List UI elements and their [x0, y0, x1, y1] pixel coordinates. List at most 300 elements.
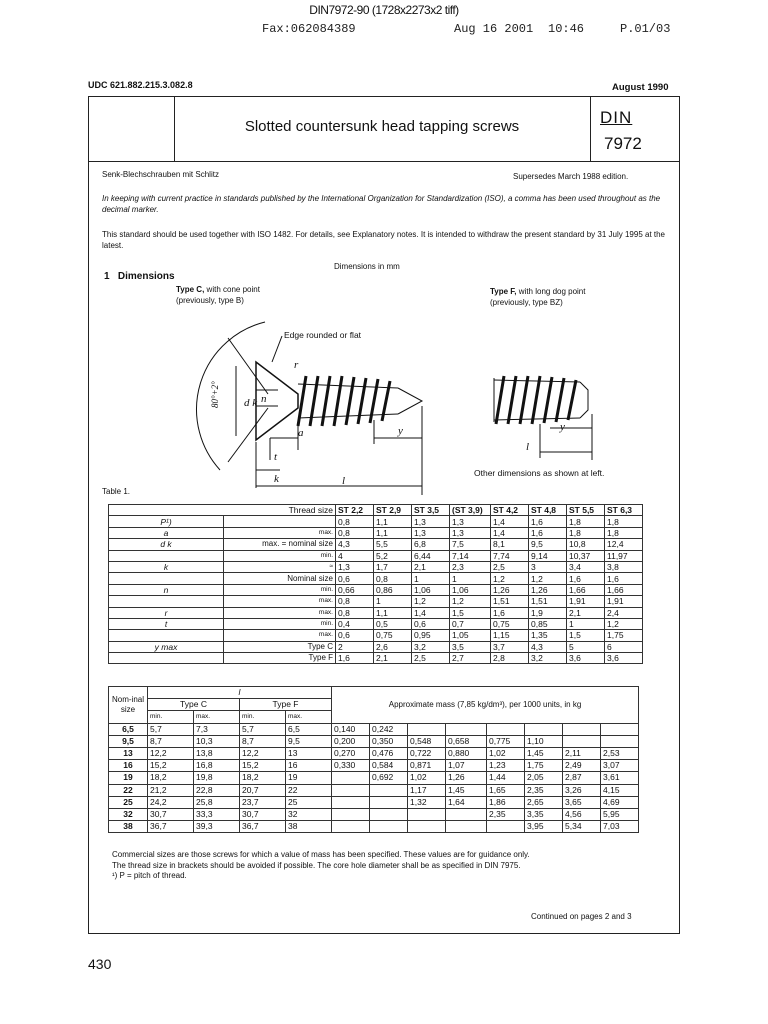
value-cell: 1,06 — [450, 584, 491, 595]
value-cell: 1,1 — [374, 516, 412, 527]
value-cell: 10,8 — [567, 539, 605, 550]
param-cell: k — [109, 561, 224, 572]
value-cell: 0,6 — [336, 630, 374, 641]
value-cell: 2,1 — [567, 607, 605, 618]
l-header: l — [148, 687, 332, 699]
mass-cell: 2,05 — [525, 772, 563, 784]
value-cell: 1,2 — [450, 596, 491, 607]
length-cell: 36,7 — [240, 821, 286, 833]
l-label: l — [342, 475, 346, 487]
value-cell: 0,75 — [491, 618, 529, 629]
length-cell: 15,2 — [240, 760, 286, 772]
value-cell: 1,51 — [529, 596, 567, 607]
mass-cell — [487, 723, 525, 735]
size-header: ST 2,2 — [336, 505, 374, 516]
value-cell: 3,5 — [450, 641, 491, 652]
mass-cell: 0,350 — [370, 735, 408, 747]
value-cell: 5,5 — [374, 539, 412, 550]
length-cell: 30,7 — [148, 808, 194, 820]
value-cell: 2,4 — [605, 607, 643, 618]
value-cell: 1,1 — [374, 527, 412, 538]
type-c-previous: (previously, type B) — [176, 296, 244, 305]
value-cell: 1,2 — [412, 596, 450, 607]
mass-cell: 4,56 — [563, 808, 601, 820]
value-cell: 2,8 — [491, 653, 529, 664]
din-label: DIN — [600, 108, 633, 127]
value-cell: 1,51 — [491, 596, 529, 607]
min-col: min. — [148, 711, 194, 723]
table-row — [109, 653, 643, 664]
table-row — [109, 596, 643, 607]
value-cell: 2,5 — [412, 653, 450, 664]
length-cell: 23,7 — [240, 796, 286, 808]
value-cell: 2,1 — [412, 561, 450, 572]
type-f-col: Type F — [240, 699, 332, 711]
value-cell: 1,6 — [336, 653, 374, 664]
value-cell: 5 — [567, 641, 605, 652]
value-cell: 0,7 — [450, 618, 491, 629]
value-cell: 1,3 — [450, 516, 491, 527]
mass-cell: 0,140 — [332, 723, 370, 735]
value-cell: 1,6 — [529, 516, 567, 527]
length-cell: 15,2 — [148, 760, 194, 772]
size-header: (ST 3,9) — [450, 505, 491, 516]
size-header: ST 6,3 — [605, 505, 643, 516]
dimensions-note: Dimensions in mm — [334, 262, 400, 271]
size-header: ST 5,5 — [567, 505, 605, 516]
mass-table-wrapper — [108, 686, 639, 833]
length-cell: 30,7 — [240, 808, 286, 820]
mass-cell — [370, 808, 408, 820]
mass-cell — [408, 821, 446, 833]
table-row — [109, 723, 639, 735]
mass-cell — [332, 784, 370, 796]
value-cell: 1,8 — [567, 527, 605, 538]
value-cell: 4 — [336, 550, 374, 561]
mass-cell: 7,03 — [601, 821, 639, 833]
table-row — [109, 760, 639, 772]
mass-cell: 0,880 — [446, 747, 487, 759]
mass-cell: 2,87 — [563, 772, 601, 784]
nominal-size-cell: 19 — [109, 772, 148, 784]
mass-cell: 3,26 — [563, 784, 601, 796]
value-cell: 3,2 — [412, 641, 450, 652]
y-label-f: y — [560, 421, 565, 433]
size-header: ST 3,5 — [412, 505, 450, 516]
mass-cell: 1,10 — [525, 735, 563, 747]
type-f-title: Type F, — [490, 287, 517, 296]
value-cell: 3,4 — [567, 561, 605, 572]
value-cell: 0,8 — [336, 516, 374, 527]
mass-cell: 1,26 — [446, 772, 487, 784]
mass-cell: 2,53 — [601, 747, 639, 759]
fax-number: Fax:062084389 — [262, 22, 356, 36]
length-cell: 32 — [286, 808, 332, 820]
param-cell — [109, 573, 224, 584]
mass-cell — [370, 784, 408, 796]
min-col: min. — [240, 711, 286, 723]
param-cell — [109, 653, 224, 664]
mass-cell — [601, 723, 639, 735]
length-cell: 19 — [286, 772, 332, 784]
a-label: a — [298, 427, 304, 439]
table-row — [109, 505, 643, 516]
iso-note: In keeping with current practice in standards published by the International Organization for Standardization (ISO), a comma has been used throughout as the decimal marker. — [102, 194, 661, 214]
continued-note: Continued on pages 2 and 3 — [531, 912, 632, 921]
k-label: k — [274, 473, 279, 485]
size-header: ST 4,8 — [529, 505, 567, 516]
thread-c — [298, 376, 422, 426]
length-cell: 13,8 — [194, 747, 240, 759]
mass-cell: 3,95 — [525, 821, 563, 833]
footnote: ¹) P = pitch of thread. — [112, 871, 187, 880]
value-cell: 1,4 — [412, 607, 450, 618]
length-cell: 25 — [286, 796, 332, 808]
table-row — [109, 584, 643, 595]
dimensions-table — [108, 504, 643, 664]
value-cell: 7,74 — [491, 550, 529, 561]
nominal-size-cell: 25 — [109, 796, 148, 808]
param-cell — [109, 550, 224, 561]
value-cell: 3,2 — [529, 653, 567, 664]
value-cell: 8,1 — [491, 539, 529, 550]
mass-cell: 0,871 — [408, 760, 446, 772]
fax-time: 10:46 — [548, 22, 585, 36]
mass-cell: 0,270 — [332, 747, 370, 759]
footnote: Commercial sizes are those screws for which a value of mass has been specified. These values are for guidance only. — [112, 850, 530, 859]
mass-cell — [332, 821, 370, 833]
sub-cell: Nominal size — [224, 573, 336, 584]
mass-cell: 1,64 — [446, 796, 487, 808]
table-row — [109, 630, 643, 641]
mass-cell: 3,35 — [525, 808, 563, 820]
nominal-size-cell: 32 — [109, 808, 148, 820]
mass-cell: 5,34 — [563, 821, 601, 833]
value-cell: 11,97 — [605, 550, 643, 561]
value-cell: 7,5 — [450, 539, 491, 550]
table-row — [109, 527, 643, 538]
mass-cell: 2,11 — [563, 747, 601, 759]
mass-cell — [408, 808, 446, 820]
length-cell: 16 — [286, 760, 332, 772]
mass-cell: 1,45 — [525, 747, 563, 759]
value-cell: 3 — [529, 561, 567, 572]
footnote: The thread size in brackets should be avoided if possible. The core hole diameter shall be as specified in DIN 7975. — [112, 860, 521, 870]
value-cell: 12,4 — [605, 539, 643, 550]
length-cell: 22 — [286, 784, 332, 796]
t-label: t — [274, 451, 278, 463]
mass-cell: 0,548 — [408, 735, 446, 747]
size-header: ST 4,2 — [491, 505, 529, 516]
mass-cell: 1,32 — [408, 796, 446, 808]
table-row — [109, 747, 639, 759]
value-cell: 1,3 — [412, 527, 450, 538]
mass-cell: 3,65 — [563, 796, 601, 808]
mass-cell: 1,02 — [408, 772, 446, 784]
r-label: r — [294, 359, 299, 371]
length-cell: 8,7 — [148, 735, 194, 747]
value-cell: 9,14 — [529, 550, 567, 561]
length-cell: 7,3 — [194, 723, 240, 735]
value-cell: 0,8 — [336, 596, 374, 607]
value-cell: 2 — [336, 641, 374, 652]
value-cell: 0,8 — [336, 607, 374, 618]
fax-page: P.01/03 — [620, 22, 671, 36]
sub-cell: ≈ — [224, 561, 336, 572]
value-cell: 0,4 — [336, 618, 374, 629]
nominal-size-cell: 9,5 — [109, 735, 148, 747]
table-row — [109, 784, 639, 796]
mass-cell: 2,49 — [563, 760, 601, 772]
supersedes-note: Supersedes March 1988 edition. — [513, 172, 629, 181]
value-cell: 2,5 — [491, 561, 529, 572]
length-cell: 5,7 — [148, 723, 194, 735]
length-cell: 25,8 — [194, 796, 240, 808]
table-row — [109, 607, 643, 618]
mass-cell: 1,75 — [525, 760, 563, 772]
value-cell: 1,6 — [529, 527, 567, 538]
value-cell: 1,26 — [491, 584, 529, 595]
length-cell: 9,5 — [286, 735, 332, 747]
mass-cell — [563, 723, 601, 735]
param-cell: d k — [109, 539, 224, 550]
value-cell: 1,2 — [605, 618, 643, 629]
value-cell: 1,2 — [529, 573, 567, 584]
type-c-col: Type C — [148, 699, 240, 711]
mass-cell: 2,65 — [525, 796, 563, 808]
table-row — [109, 796, 639, 808]
value-cell: 3,7 — [491, 641, 529, 652]
thread-f — [494, 376, 592, 460]
length-cell: 12,2 — [148, 747, 194, 759]
table-row — [109, 808, 639, 820]
fax-file-title: DIN7972-90 (1728x2273x2 tiff) — [309, 3, 459, 17]
value-cell: 1,75 — [605, 630, 643, 641]
nominal-size-cell: 13 — [109, 747, 148, 759]
size-header: ST 2,9 — [374, 505, 412, 516]
param-cell: t — [109, 618, 224, 629]
type-c-heading — [176, 285, 260, 294]
value-cell: 1,4 — [491, 527, 529, 538]
value-cell: 0,75 — [374, 630, 412, 641]
value-cell: 1,66 — [605, 584, 643, 595]
value-cell: 6,44 — [412, 550, 450, 561]
mass-cell — [525, 723, 563, 735]
length-cell: 12,2 — [240, 747, 286, 759]
value-cell: 0,5 — [374, 618, 412, 629]
mass-cell: 1,44 — [487, 772, 525, 784]
mass-cell: 1,17 — [408, 784, 446, 796]
max-col: max. — [194, 711, 240, 723]
value-cell: 1,7 — [374, 561, 412, 572]
usage-note: This standard should be used together with ISO 1482. For details, see Explanatory notes. It is intended to withdraw the present standard by 31 July 1995 at the latest. — [102, 230, 666, 250]
type-f-previous: (previously, type BZ) — [490, 298, 563, 307]
mass-cell: 4,69 — [601, 796, 639, 808]
type-f-desc: with long dog point — [518, 287, 586, 296]
mass-cell: 0,722 — [408, 747, 446, 759]
mass-cell — [332, 772, 370, 784]
din-number: 7972 — [604, 134, 642, 153]
sub-cell: max. — [224, 630, 336, 641]
mass-cell — [446, 723, 487, 735]
table-row — [109, 539, 643, 550]
table-row — [109, 772, 639, 784]
length-cell: 33,3 — [194, 808, 240, 820]
value-cell: 1,06 — [412, 584, 450, 595]
value-cell: 6 — [605, 641, 643, 652]
param-cell — [109, 630, 224, 641]
value-cell: 1,4 — [491, 516, 529, 527]
param-cell: a — [109, 527, 224, 538]
value-cell: 5,2 — [374, 550, 412, 561]
mass-cell: 0,658 — [446, 735, 487, 747]
table-row — [109, 687, 639, 699]
length-cell: 6,5 — [286, 723, 332, 735]
edition-date: August 1990 — [612, 82, 669, 93]
length-cell: 16,8 — [194, 760, 240, 772]
table-label: Table 1. — [102, 487, 131, 496]
sub-cell: max. = nominal size — [224, 539, 336, 550]
mass-cell: 0,200 — [332, 735, 370, 747]
value-cell: 1,35 — [529, 630, 567, 641]
mass-cell — [446, 821, 487, 833]
nominal-size-header: Nom-inal size — [109, 687, 148, 724]
value-cell: 0,6 — [336, 573, 374, 584]
table-row — [109, 516, 643, 527]
sub-cell: Type C — [224, 641, 336, 652]
length-cell: 10,3 — [194, 735, 240, 747]
param-cell: n — [109, 584, 224, 595]
angle-arc — [197, 322, 265, 470]
mass-cell: 0,476 — [370, 747, 408, 759]
value-cell: 1,6 — [605, 573, 643, 584]
value-cell: 10,37 — [567, 550, 605, 561]
mass-cell — [370, 821, 408, 833]
value-cell: 2,7 — [450, 653, 491, 664]
sub-cell: min. — [224, 550, 336, 561]
value-cell: 0,85 — [529, 618, 567, 629]
length-cell: 8,7 — [240, 735, 286, 747]
value-cell: 1,66 — [567, 584, 605, 595]
table-row — [109, 561, 643, 572]
mass-cell: 0,330 — [332, 760, 370, 772]
edge-note: Edge rounded or flat — [284, 330, 362, 340]
sub-cell — [224, 516, 336, 527]
mass-cell: 1,65 — [487, 784, 525, 796]
length-cell: 5,7 — [240, 723, 286, 735]
sub-cell: Type F — [224, 653, 336, 664]
value-cell: 1,15 — [491, 630, 529, 641]
value-cell: 0,66 — [336, 584, 374, 595]
mass-table — [108, 686, 639, 833]
mass-cell: 1,45 — [446, 784, 487, 796]
value-cell: 6,8 — [412, 539, 450, 550]
footnotes — [112, 850, 672, 882]
value-cell: 3,6 — [567, 653, 605, 664]
other-dims-note: Other dimensions as shown at left. — [474, 468, 605, 478]
nominal-size-cell: 22 — [109, 784, 148, 796]
value-cell: 0,6 — [412, 618, 450, 629]
sub-cell: max. — [224, 596, 336, 607]
mass-cell: 0,584 — [370, 760, 408, 772]
value-cell: 1,1 — [374, 607, 412, 618]
length-cell: 22,8 — [194, 784, 240, 796]
mass-body — [109, 723, 639, 833]
value-cell: 2,1 — [374, 653, 412, 664]
mass-cell — [487, 821, 525, 833]
value-cell: 0,8 — [374, 573, 412, 584]
param-cell: y max — [109, 641, 224, 652]
n-label: n — [261, 393, 267, 405]
table-row — [109, 641, 643, 652]
length-cell: 20,7 — [240, 784, 286, 796]
table-row — [109, 618, 643, 629]
table-row — [109, 573, 643, 584]
param-cell: r — [109, 607, 224, 618]
param-cell: P¹) — [109, 516, 224, 527]
mass-cell — [601, 735, 639, 747]
value-cell: 0,86 — [374, 584, 412, 595]
length-cell: 19,8 — [194, 772, 240, 784]
value-cell: 1,05 — [450, 630, 491, 641]
value-cell: 1,2 — [491, 573, 529, 584]
value-cell: 1,5 — [567, 630, 605, 641]
screw-drawing — [160, 310, 660, 495]
value-cell: 3,8 — [605, 561, 643, 572]
value-cell: 1,3 — [450, 527, 491, 538]
table-row — [109, 735, 639, 747]
value-cell: 1,91 — [567, 596, 605, 607]
value-cell: 2,6 — [374, 641, 412, 652]
max-col: max. — [286, 711, 332, 723]
udc-code: UDC 621.882.215.3.082.8 — [88, 80, 193, 90]
german-title: Senk-Blechschrauben mit Schlitz — [102, 170, 219, 179]
nominal-size-cell: 38 — [109, 821, 148, 833]
mass-cell: 3,61 — [601, 772, 639, 784]
type-f-heading — [490, 287, 585, 296]
mass-cell: 0,692 — [370, 772, 408, 784]
mass-cell — [563, 735, 601, 747]
value-cell: 2,3 — [450, 561, 491, 572]
value-cell: 1,9 — [529, 607, 567, 618]
value-cell: 1,3 — [336, 561, 374, 572]
mass-cell: 1,23 — [487, 760, 525, 772]
mass-cell — [332, 808, 370, 820]
value-cell: 1,8 — [605, 527, 643, 538]
value-cell: 1,8 — [567, 516, 605, 527]
length-cell: 39,3 — [194, 821, 240, 833]
mass-cell: 2,35 — [487, 808, 525, 820]
nominal-size-cell: 6,5 — [109, 723, 148, 735]
sub-cell: max. — [224, 607, 336, 618]
mass-cell: 1,02 — [487, 747, 525, 759]
sub-cell: max. — [224, 527, 336, 538]
type-c-title: Type C, — [176, 285, 205, 294]
mass-cell — [446, 808, 487, 820]
mass-cell: 4,15 — [601, 784, 639, 796]
value-cell: 1,6 — [567, 573, 605, 584]
mass-cell: 0,775 — [487, 735, 525, 747]
dk-label: d k — [244, 397, 258, 409]
section-title: 1 Dimensions — [104, 271, 175, 282]
value-cell: 4,3 — [336, 539, 374, 550]
sub-cell: min. — [224, 584, 336, 595]
document-title: Slotted countersunk head tapping screws — [244, 118, 520, 135]
mass-cell: 1,86 — [487, 796, 525, 808]
dimensions-body — [109, 516, 643, 664]
table-row — [109, 550, 643, 561]
param-cell — [109, 596, 224, 607]
